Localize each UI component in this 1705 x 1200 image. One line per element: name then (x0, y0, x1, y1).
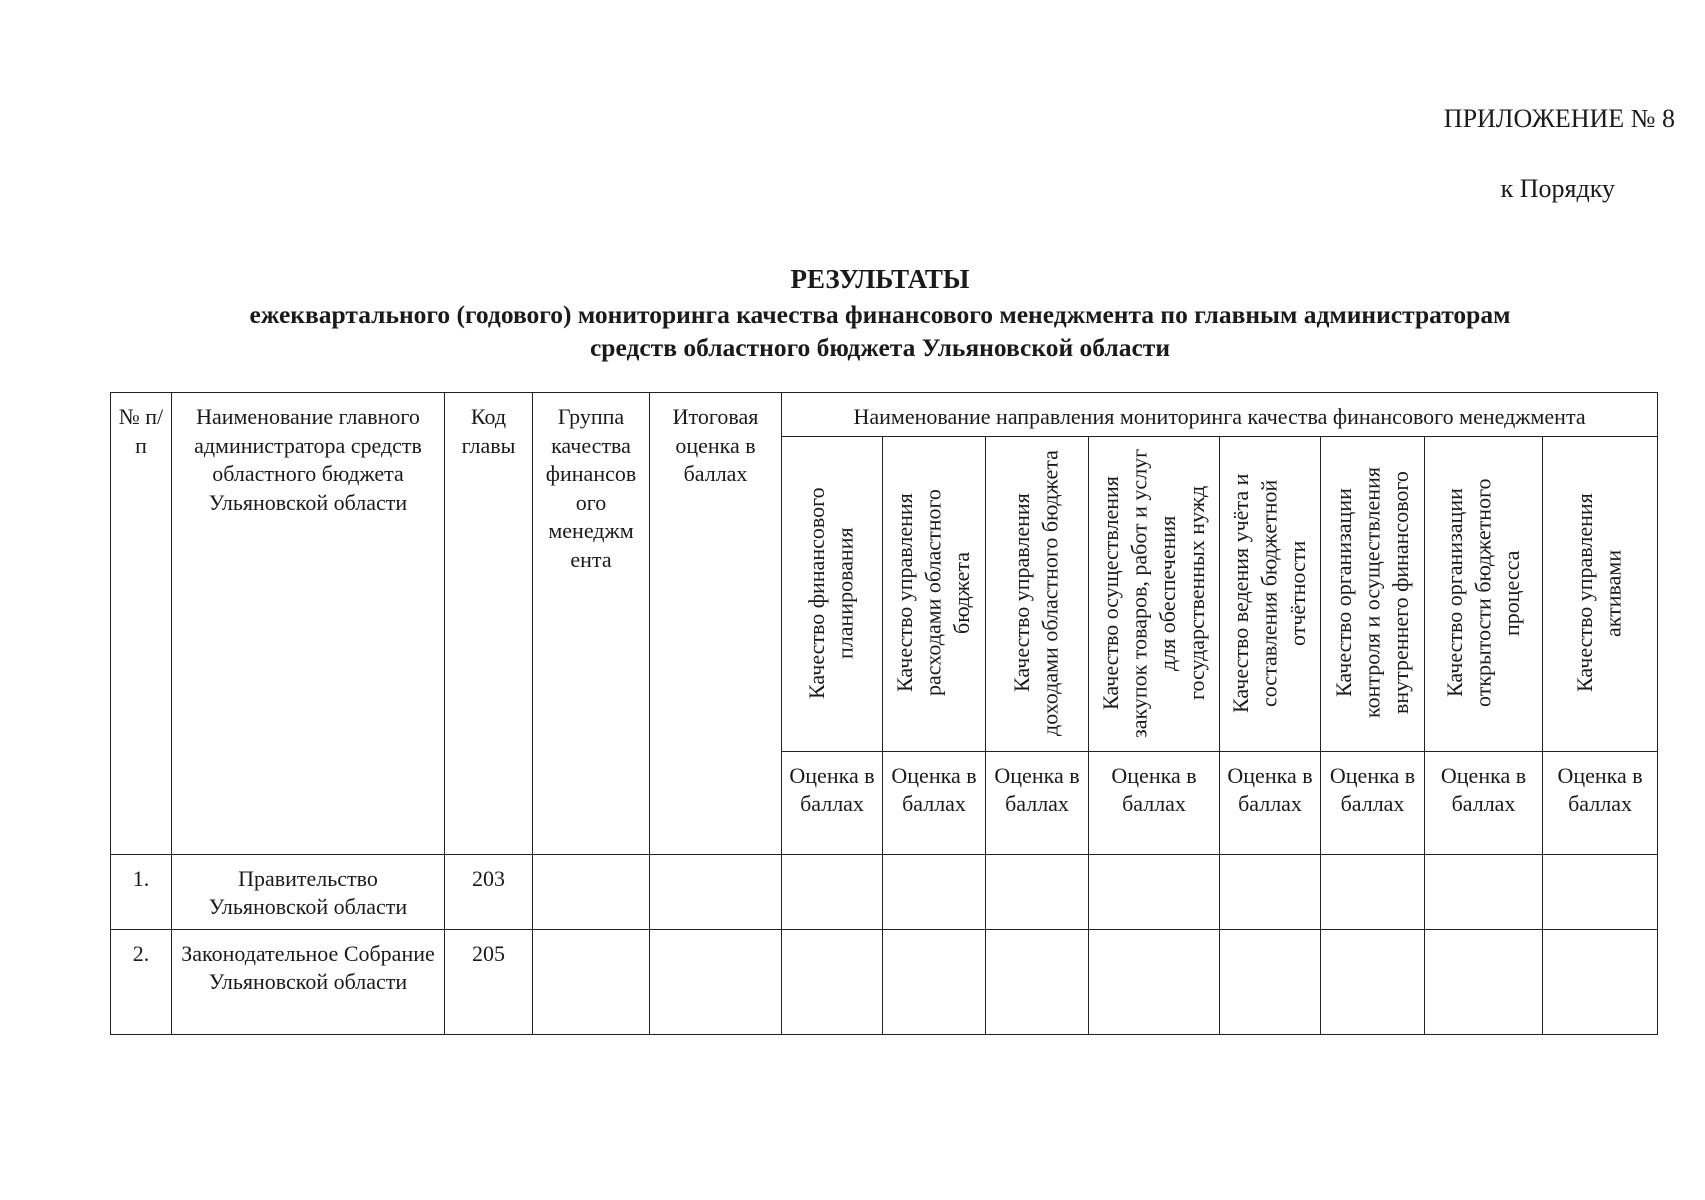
row-group-cell (533, 929, 650, 1034)
direction-header-3 (986, 436, 1089, 751)
score-label-5: Оценка в баллах (1220, 751, 1321, 854)
direction-label-5: Качество ведения учёта и составления бюджетной отчётности (1228, 472, 1311, 713)
header-col-num: № п/п (111, 393, 172, 855)
score-label-1: Оценка в баллах (782, 751, 883, 854)
appendix-label: ПРИЛОЖЕНИЕ № 8 (1443, 104, 1675, 133)
direction-label-7: Качество организации открытости бюджетного процесса (1441, 478, 1524, 707)
row-score-cell (1543, 854, 1658, 929)
score-label-4: Оценка в баллах (1089, 751, 1220, 854)
row-score-cell (986, 854, 1089, 929)
direction-header-1 (782, 436, 883, 751)
score-label-8: Оценка в баллах (1543, 751, 1658, 854)
direction-header-5 (1220, 436, 1321, 751)
row-score-cell (1425, 854, 1543, 929)
row-score-cell (986, 929, 1089, 1034)
row-group-cell (533, 854, 650, 929)
direction-label-8: Качество управления активами (1572, 493, 1627, 692)
score-label-7: Оценка в баллах (1425, 751, 1543, 854)
row-num: 2. (111, 929, 172, 1034)
row-score-cell (782, 929, 883, 1034)
row-score-cell (1321, 854, 1425, 929)
score-label-3: Оценка в баллах (986, 751, 1089, 854)
document-subtitle-line-2: средств областного бюджета Ульяновской области (589, 333, 1171, 362)
to-order-label: к Порядку (1500, 174, 1615, 203)
row-score-cell (1089, 929, 1220, 1034)
row-score-cell (1425, 929, 1543, 1034)
table-row (111, 929, 1658, 1034)
direction-header-2 (883, 436, 986, 751)
direction-header-6 (1321, 436, 1425, 751)
header-col-group: Группа качества финансов ого менеджм ента (533, 393, 650, 855)
score-label-6: Оценка в баллах (1321, 751, 1425, 854)
row-score-cell (782, 854, 883, 929)
row-admin-name: Законодательное Собрание Ульяновской области (172, 929, 445, 1034)
row-score-cell (1220, 854, 1321, 929)
row-score-cell (1321, 929, 1425, 1034)
direction-label-4: Качество осуществления закупок товаров, работ и услуг для обеспечения государственных нужд (1097, 448, 1209, 738)
header-row-1 (111, 393, 1658, 437)
score-label-2: Оценка в баллах (883, 751, 986, 854)
header-col-code: Код главы (445, 393, 533, 855)
header-group-directions: Наименование направления мониторинга качества финансового менеджмента (782, 393, 1658, 437)
row-total-cell (650, 854, 782, 929)
row-score-cell (1089, 854, 1220, 929)
direction-header-4 (1089, 436, 1220, 751)
row-score-cell (1220, 929, 1321, 1034)
document-title: РЕЗУЛЬТАТЫ (790, 264, 970, 294)
document-subtitle-line-1: ежеквартального (годового) мониторинга качества финансового менеджмента по главным администраторам (249, 300, 1511, 329)
row-num: 1. (111, 854, 172, 929)
row-code: 205 (445, 929, 533, 1034)
row-total-cell (650, 929, 782, 1034)
row-score-cell (1543, 929, 1658, 1034)
row-score-cell (883, 854, 986, 929)
direction-header-7 (1425, 436, 1543, 751)
direction-label-1: Качество финансового планирования (804, 486, 858, 699)
row-score-cell (883, 929, 986, 1034)
direction-label-6: Качество организации контроля и осуществления внутреннего финансового (1330, 467, 1413, 719)
header-col-admin: Наименование главного администратора средств областного бюджета Ульяновской области (172, 393, 445, 855)
table-row (111, 854, 1658, 929)
direction-label-3: Качество управления доходами областного бюджета (1009, 449, 1063, 736)
header-col-total: Итоговая оценка в баллах (650, 393, 782, 855)
results-table (110, 392, 1658, 1035)
direction-header-8 (1543, 436, 1658, 751)
row-admin-name: Правительство Ульяновской области (172, 854, 445, 929)
direction-label-2: Качество управления расходами областного бюджета (892, 489, 975, 697)
row-code: 203 (445, 854, 533, 929)
